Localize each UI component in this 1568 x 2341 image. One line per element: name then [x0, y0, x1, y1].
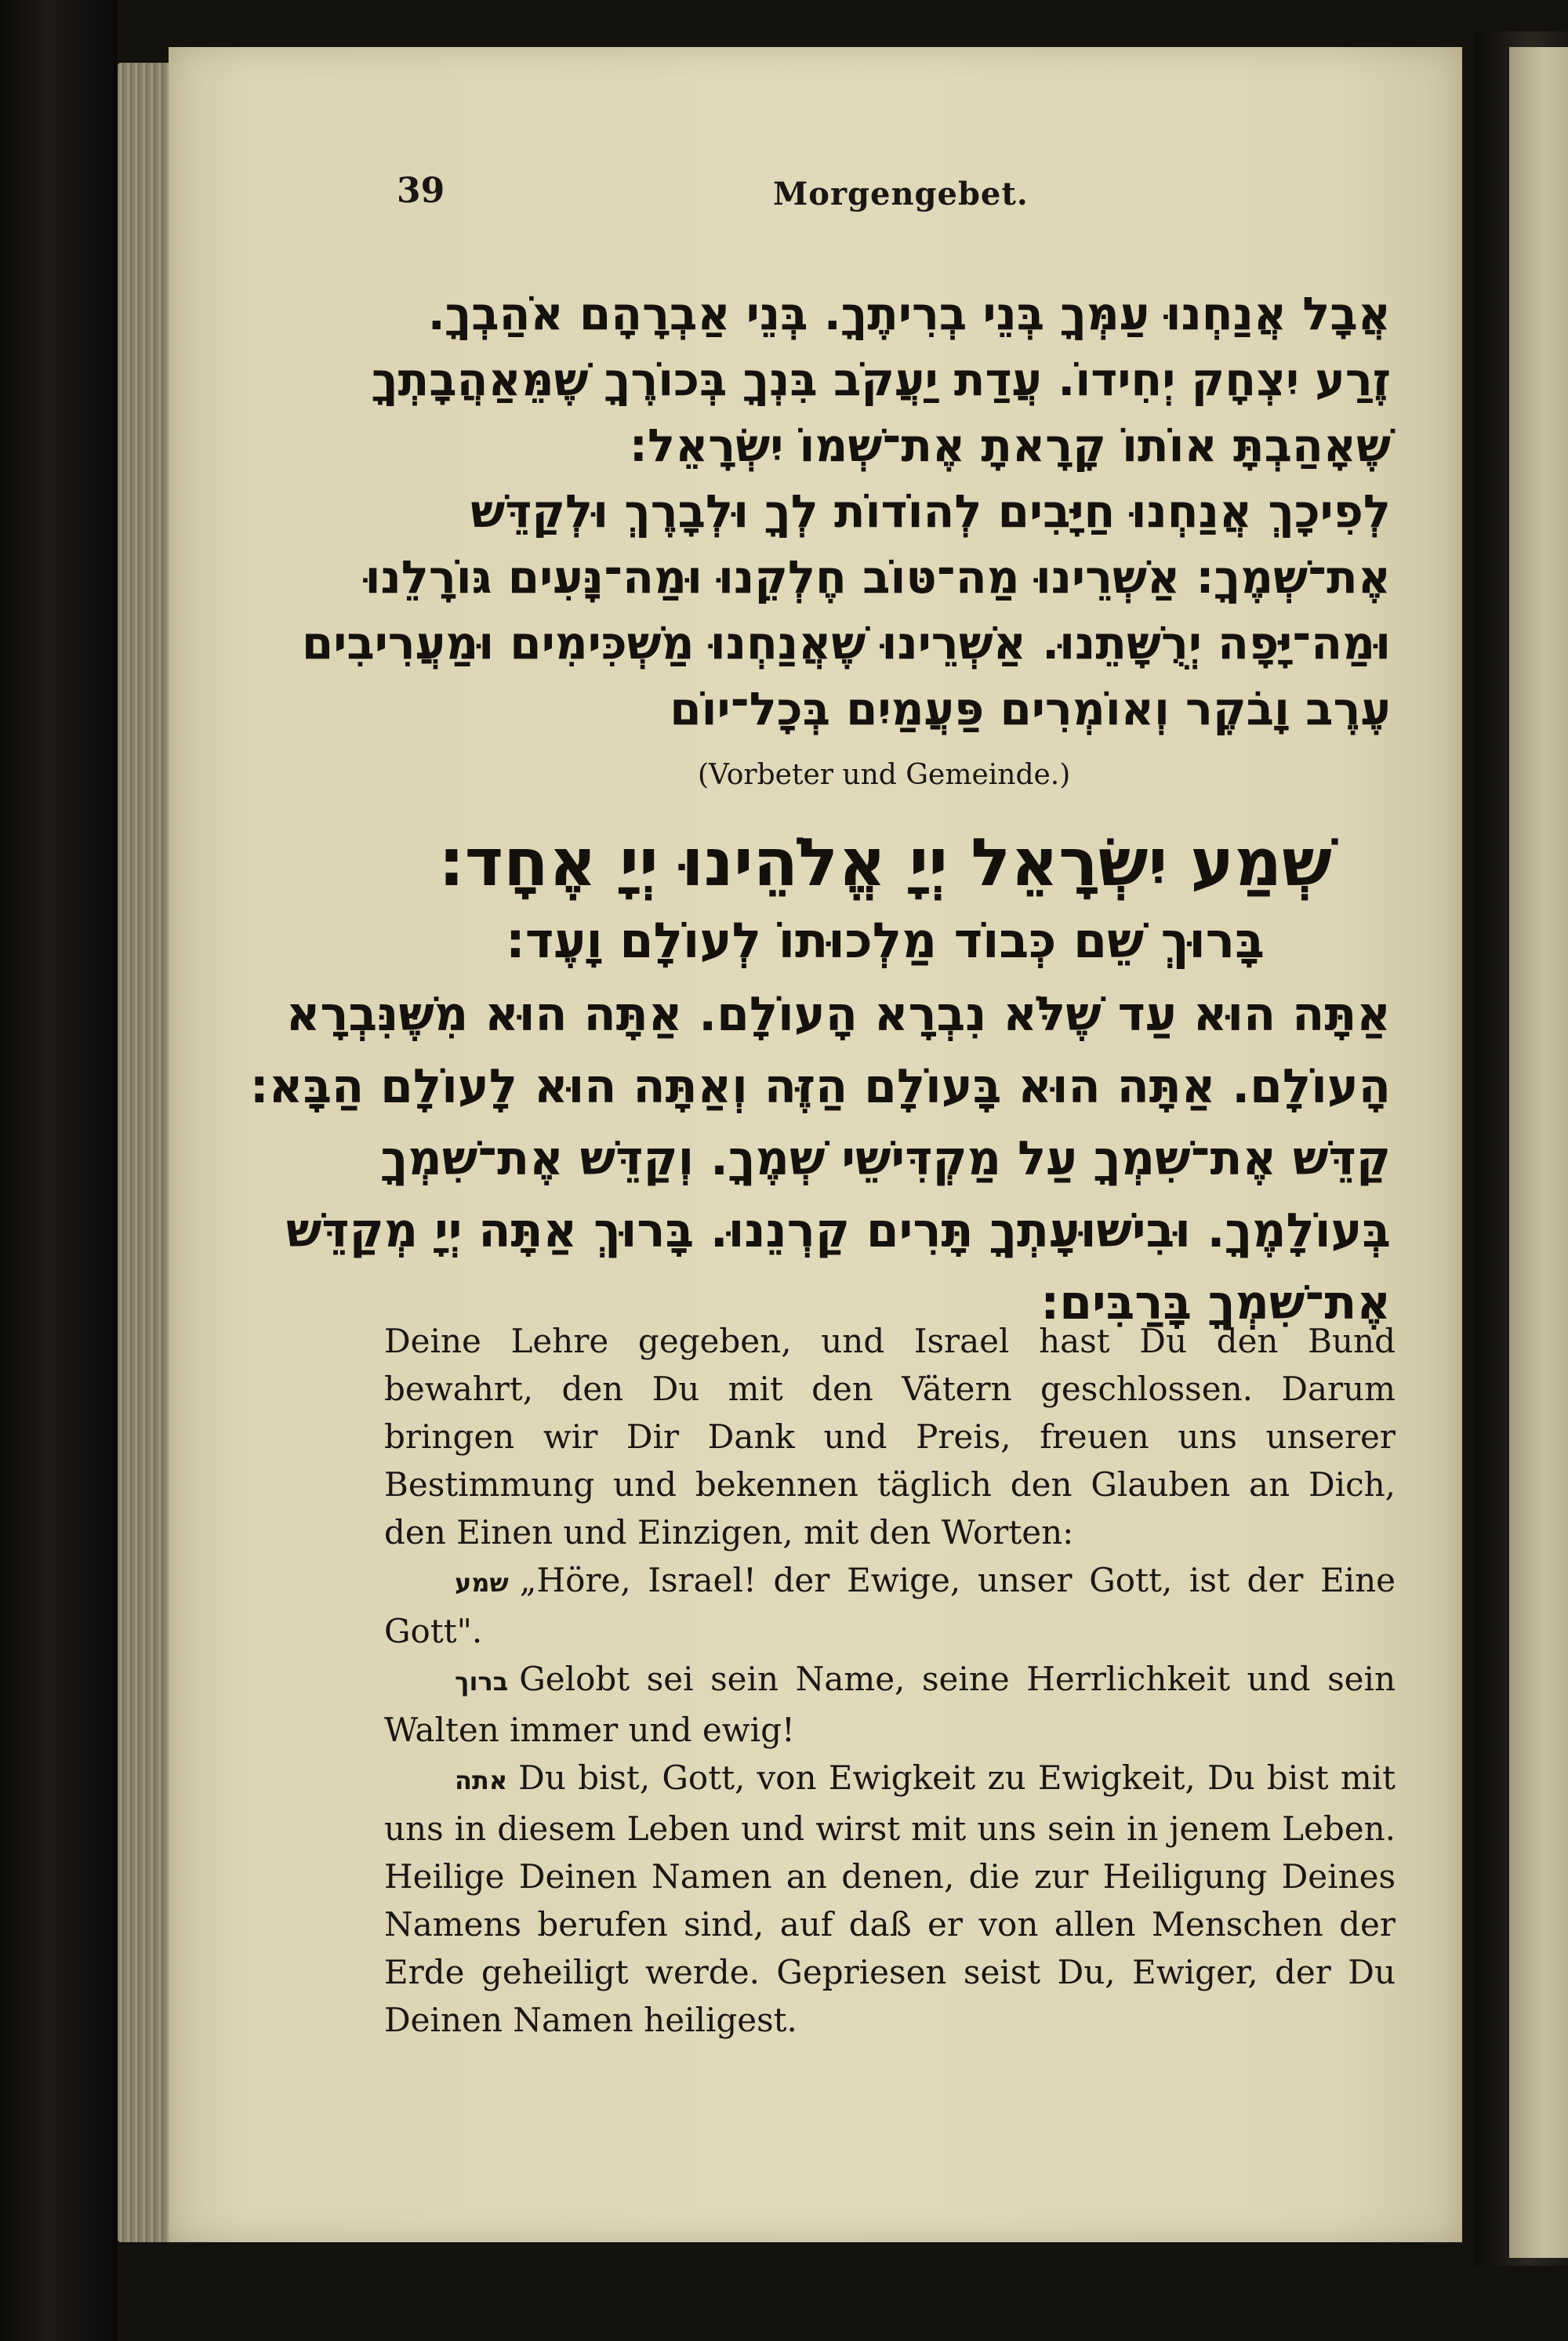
hebrew-line: הָעוֹלָם. אַתָּה הוּא בָּעוֹלָם הַזֶּה וְאַתָּה הוּא לָעוֹלָם הַבָּא:: [249, 1059, 1391, 1114]
german-text: Du bist, Gott, von Ewigkeit zu Ewigkeit, Du bist mit uns in diesem Leben und wirst mit uns sein in jenem Leben. Heilige Deinen Namen an denen, die zur Heiligung Deines Namens berufen sind, auf daß er von allen Menschen der Erde geheiligt werde. Gepriesen seist Du, Ewiger, der Du Deinen Namen heiligest.: [384, 1758, 1396, 2039]
hebrew-line: וּמַה־יָּפָה יְרֻשָּׁתֵנוּ. אַשְׁרֵינוּ שֶׁאֲנַחְנוּ מַשְׁכִּימִים וּמַעֲרִיבִים: [301, 616, 1391, 670]
hebrew-cue: שמע: [455, 1568, 509, 1598]
hebrew-text-block-2: [249, 978, 1391, 1339]
hebrew-text-block-1: [301, 281, 1391, 742]
german-text: Gelobt sei sein Name, seine Herrlichkeit und sein Walten immer und ewig!: [384, 1660, 1396, 1749]
shema-heading: שְׁמַע יִשְׂרָאֵל יְיָ אֱלֹהֵינוּ יְיָ אֶחָד:: [438, 824, 1332, 901]
page-edges: [118, 63, 172, 2242]
german-paragraph: [384, 1655, 1396, 1754]
german-translation: [384, 1317, 1396, 2044]
hebrew-line: אֶת־שִׁמְךָ בָּרַבִּים:: [1040, 1276, 1391, 1330]
hebrew-line: אֲבָל אֲנַחְנוּ עַמְּךָ בְּנֵי בְרִיתֶךָ. בְּנֵי אַבְרָהָם אֹהַבְךָ.: [427, 287, 1391, 340]
page-number: 39: [397, 171, 445, 211]
book-spine: [0, 0, 118, 2341]
hebrew-line: שֶׁאָהַבְתָּ אוֹתוֹ קָרָאתָ אֶת־שְׁמוֹ יִשְׂרָאֵל:: [629, 419, 1391, 472]
hebrew-cue: אתה: [455, 1766, 508, 1795]
german-text: „Höre, Israel! der Ewige, unser Gott, ist der Eine Gott".: [384, 1561, 1396, 1650]
german-paragraph: [384, 1754, 1396, 2044]
hebrew-line: עֶרֶב וָבֹקֶר וְאוֹמְרִים פַּעֲמַיִם בְּכָל־יוֹם: [670, 682, 1391, 735]
page-header: [224, 171, 1392, 226]
hebrew-line: לְפִיכָךְ אֲנַחְנוּ חַיָּבִים לְהוֹדוֹת לְךָ וּלְבָרֶךְ וּלְקַדֵּשׁ: [470, 485, 1391, 538]
hebrew-cue: ברוך: [455, 1667, 509, 1697]
hebrew-line: קַדֵּשׁ אֶת־שִׁמְךָ עַל מַקְדִּישֵׁי שְׁמֶךָ. וְקַדֵּשׁ אֶת־שִׁמְךָ: [380, 1131, 1391, 1186]
german-paragraph: Deine Lehre gegeben, und Israel hast Du den Bund bewahrt, den Du mit den Vätern geschlossen. Darum bringen wir Dir Dank und Preis, freuen uns unserer Bestimmung und bekennen täglich den Glauben an Dich, den Einen und Einzigen, mit den Worten:: [384, 1322, 1396, 1552]
hebrew-line: אַתָּה הוּא עַד שֶׁלֹּא נִבְרָא הָעוֹלָם. אַתָּה הוּא מִשֶּׁנִּבְרָא: [285, 987, 1391, 1042]
hebrew-line: זֶרַע יִצְחָק יְחִידוֹ. עֲדַת יַעֲקֹב בִּנְךָ בְּכוֹרֶךָ שֶׁמֵּאַהֲבָתְךָ: [372, 353, 1391, 406]
german-paragraph: [384, 1556, 1396, 1655]
hebrew-line: בְּעוֹלָמֶךָ. וּבִישׁוּעָתְךָ תָּרִים קַרְנֵנוּ. בָּרוּךְ אַתָּה יְיָ מְקַדֵּשׁ: [285, 1203, 1391, 1258]
baruch-shem-line: בָּרוּךְ שֵׁם כְּבוֹד מַלְכוּתוֹ לְעוֹלָם וָעֶד:: [506, 912, 1265, 969]
caption-vorbeter: (Vorbeter und Gemeinde.): [698, 759, 1071, 791]
running-title: Morgengebet.: [773, 176, 1029, 212]
hebrew-line: אֶת־שְׁמֶךָ: אַשְׁרֵינוּ מַה־טּוֹב חֶלְקֵנוּ וּמַה־נָּעִים גּוֹרָלֵנוּ: [365, 550, 1391, 604]
next-page-edge: [1509, 47, 1568, 2258]
